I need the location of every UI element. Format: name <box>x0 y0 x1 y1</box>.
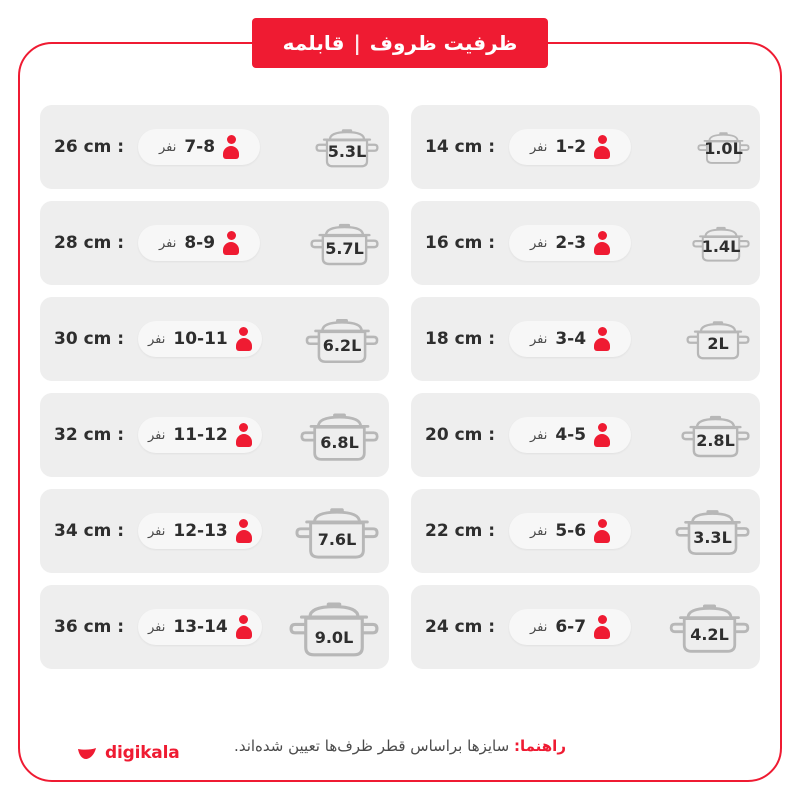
people-count: 4-5 <box>555 425 587 445</box>
pot-icon <box>315 124 379 170</box>
table-row[interactable] <box>411 393 760 477</box>
pot-icon <box>675 504 750 558</box>
people-unit: نفر <box>529 235 548 251</box>
capacity-pill <box>138 321 262 357</box>
volume-label: 1.4L <box>701 236 741 256</box>
people-unit: نفر <box>148 523 166 539</box>
people-unit: نفر <box>148 619 166 635</box>
footer-note <box>0 726 800 766</box>
size-label: 18 cm : <box>425 329 496 349</box>
size-label: 14 cm : <box>425 137 496 157</box>
capacity-pill <box>138 129 260 165</box>
volume-label: 6.2L <box>322 335 362 355</box>
footer-note-text <box>234 737 566 755</box>
pot-icon <box>697 128 750 166</box>
size-label: 28 cm : <box>54 233 125 253</box>
volume-label: 3.3L <box>693 528 732 548</box>
people-count: 2-3 <box>555 233 587 253</box>
pot-icon <box>310 218 379 268</box>
footer-note-body: سایزها براساس قطر ظرف‌ها تعیین شده‌اند. <box>234 737 514 755</box>
table-row[interactable] <box>40 585 389 669</box>
footer-note-prefix: راهنما: <box>513 737 566 755</box>
size-label: 16 cm : <box>425 233 496 253</box>
brand-name: digikala <box>105 743 180 763</box>
person-icon <box>594 135 610 159</box>
size-table <box>40 105 760 681</box>
title-separator: | <box>353 31 361 55</box>
pot-icon <box>289 595 379 660</box>
capacity-pill <box>509 513 631 549</box>
capacity-pill <box>509 609 631 645</box>
capacity-pill <box>138 513 262 549</box>
table-row[interactable] <box>411 585 760 669</box>
person-icon <box>594 231 610 255</box>
people-unit: نفر <box>148 427 166 443</box>
people-count: 5-6 <box>555 521 587 541</box>
people-unit: نفر <box>158 139 177 155</box>
size-label: 36 cm : <box>54 617 125 637</box>
people-unit: نفر <box>529 427 548 443</box>
people-unit: نفر <box>158 235 177 251</box>
pot-icon <box>669 598 750 656</box>
people-count: 12-13 <box>173 521 228 541</box>
people-count: 1-2 <box>555 137 587 157</box>
size-label: 22 cm : <box>425 521 496 541</box>
people-count: 3-4 <box>555 329 587 349</box>
pot-icon <box>300 407 379 464</box>
people-count: 10-11 <box>173 329 228 349</box>
people-unit: نفر <box>529 523 548 539</box>
capacity-pill <box>138 417 262 453</box>
size-label: 34 cm : <box>54 521 125 541</box>
person-icon <box>223 135 239 159</box>
volume-label: 5.3L <box>327 141 367 161</box>
volume-label: 2L <box>707 333 729 353</box>
size-label: 26 cm : <box>54 137 125 157</box>
person-icon <box>594 423 610 447</box>
volume-label: 4.2L <box>690 625 729 645</box>
table-row[interactable] <box>40 201 389 285</box>
people-unit: نفر <box>529 619 548 635</box>
person-icon <box>594 519 610 543</box>
table-row[interactable] <box>411 297 760 381</box>
person-icon <box>594 615 610 639</box>
capacity-pill <box>509 417 631 453</box>
volume-label: 9.0L <box>314 627 354 647</box>
pot-icon <box>686 316 750 362</box>
person-icon <box>236 519 252 543</box>
capacity-pill <box>509 225 631 261</box>
volume-label: 6.8L <box>320 433 359 453</box>
person-icon <box>236 423 252 447</box>
size-label: 24 cm : <box>425 617 496 637</box>
person-icon <box>594 327 610 351</box>
size-label: 20 cm : <box>425 425 496 445</box>
person-icon <box>236 327 252 351</box>
pot-icon <box>295 501 379 562</box>
table-row[interactable] <box>40 105 389 189</box>
capacity-pill <box>138 225 260 261</box>
volume-label: 1.0L <box>704 139 743 159</box>
volume-label: 2.8L <box>696 431 735 450</box>
column-left <box>411 105 760 681</box>
people-count: 11-12 <box>173 425 228 445</box>
volume-label: 7.6L <box>317 530 357 550</box>
capacity-pill <box>138 609 262 645</box>
people-unit: نفر <box>529 331 548 347</box>
table-row[interactable] <box>40 297 389 381</box>
size-label: 30 cm : <box>54 329 125 349</box>
people-count: 7-8 <box>184 137 216 157</box>
person-icon <box>236 615 252 639</box>
table-row[interactable] <box>40 489 389 573</box>
pot-icon <box>305 313 379 366</box>
people-count: 13-14 <box>173 617 228 637</box>
people-count: 8-9 <box>184 233 216 253</box>
volume-label: 5.7L <box>325 239 364 258</box>
capacity-pill <box>509 321 631 357</box>
table-row[interactable] <box>411 489 760 573</box>
capacity-pill <box>509 129 631 165</box>
title-sub: قابلمه <box>282 31 345 55</box>
size-label: 32 cm : <box>54 425 125 445</box>
title-badge <box>252 18 548 68</box>
table-row[interactable] <box>40 393 389 477</box>
column-right <box>40 105 389 681</box>
person-icon <box>223 231 239 255</box>
table-row[interactable] <box>411 105 760 189</box>
people-unit: نفر <box>529 139 548 155</box>
people-count: 6-7 <box>555 617 587 637</box>
pot-icon <box>681 410 750 460</box>
pot-icon <box>692 222 750 264</box>
title-main: ظرفیت ظروف <box>369 31 518 55</box>
table-row[interactable] <box>411 201 760 285</box>
people-unit: نفر <box>148 331 166 347</box>
